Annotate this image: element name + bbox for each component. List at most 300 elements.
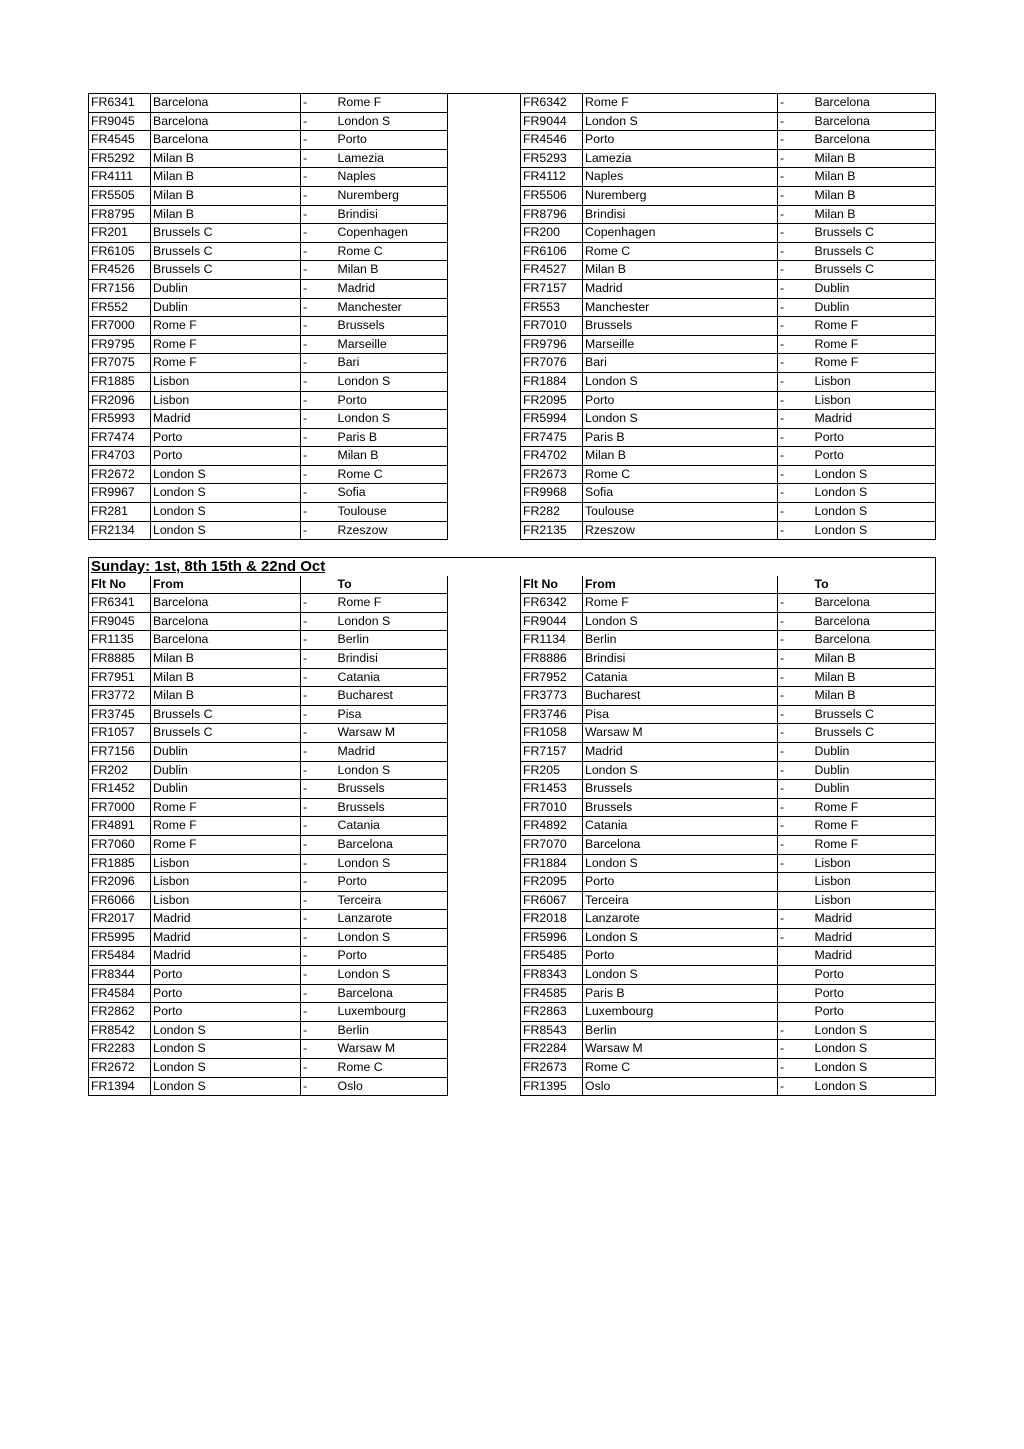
flight-number: FR202 xyxy=(89,761,151,780)
return-dash: - xyxy=(778,205,813,224)
origin: Milan B xyxy=(151,186,301,205)
flight-number: FR5993 xyxy=(89,410,151,429)
table-row xyxy=(89,503,936,522)
schedule-table-1-container xyxy=(88,93,935,540)
spacer xyxy=(448,335,521,354)
spacer xyxy=(448,186,521,205)
route-dash: - xyxy=(301,298,336,317)
return-dash: - xyxy=(778,428,813,447)
table-row xyxy=(89,947,936,966)
flight-number: FR8542 xyxy=(89,1021,151,1040)
route-dash: - xyxy=(301,817,336,836)
spacer xyxy=(448,780,521,799)
return-dash: - xyxy=(778,261,813,280)
return-origin: Rome F xyxy=(583,594,778,613)
header-spacer xyxy=(448,576,521,594)
destination: London S xyxy=(336,928,448,947)
return-dash: - xyxy=(778,149,813,168)
destination: Brussels xyxy=(336,317,448,336)
spacer xyxy=(448,503,521,522)
flight-number: FR2672 xyxy=(89,465,151,484)
return-origin: Luxembourg xyxy=(583,1003,778,1022)
destination: Catania xyxy=(336,817,448,836)
return-destination: London S xyxy=(813,1040,936,1059)
origin: Madrid xyxy=(151,410,301,429)
return-flight-number: FR7157 xyxy=(521,742,583,761)
flight-number: FR4545 xyxy=(89,131,151,150)
origin: Rome F xyxy=(151,354,301,373)
spacer xyxy=(448,668,521,687)
return-origin: Lanzarote xyxy=(583,910,778,929)
return-dash: - xyxy=(778,521,813,540)
return-dash: - xyxy=(778,705,813,724)
origin: Brussels C xyxy=(151,724,301,743)
return-flight-number: FR2673 xyxy=(521,1059,583,1078)
flight-number: FR3745 xyxy=(89,705,151,724)
return-dash: - xyxy=(778,1021,813,1040)
return-origin: Brindisi xyxy=(583,649,778,668)
table-row xyxy=(89,705,936,724)
spacer xyxy=(448,798,521,817)
destination: Berlin xyxy=(336,631,448,650)
destination: Berlin xyxy=(336,1021,448,1040)
table-row xyxy=(89,649,936,668)
return-dash xyxy=(778,984,813,1003)
destination: London S xyxy=(336,112,448,131)
route-dash: - xyxy=(301,910,336,929)
origin: Dublin xyxy=(151,761,301,780)
route-dash: - xyxy=(301,649,336,668)
return-origin: London S xyxy=(583,966,778,985)
origin: Madrid xyxy=(151,928,301,947)
origin: Milan B xyxy=(151,205,301,224)
table-row xyxy=(89,131,936,150)
return-destination: Barcelona xyxy=(813,131,936,150)
schedule-table-2 xyxy=(88,557,936,1096)
destination: Lamezia xyxy=(336,149,448,168)
route-dash: - xyxy=(301,761,336,780)
return-destination: Brussels C xyxy=(813,705,936,724)
route-dash: - xyxy=(301,1059,336,1078)
flight-number: FR2134 xyxy=(89,521,151,540)
return-flight-number: FR6342 xyxy=(521,94,583,113)
return-flight-number: FR9044 xyxy=(521,112,583,131)
route-dash: - xyxy=(301,205,336,224)
schedule-table-2-container xyxy=(88,557,935,1096)
route-dash: - xyxy=(301,612,336,631)
return-destination: Lisbon xyxy=(813,391,936,410)
return-origin: London S xyxy=(583,854,778,873)
return-origin: Brindisi xyxy=(583,205,778,224)
destination: Luxembourg xyxy=(336,1003,448,1022)
origin: London S xyxy=(151,1040,301,1059)
flight-number: FR7060 xyxy=(89,835,151,854)
flight-number: FR1885 xyxy=(89,372,151,391)
table-row xyxy=(89,298,936,317)
origin: Lisbon xyxy=(151,372,301,391)
return-destination: Milan B xyxy=(813,149,936,168)
return-destination: Milan B xyxy=(813,668,936,687)
spacer xyxy=(448,891,521,910)
return-flight-number: FR2018 xyxy=(521,910,583,929)
route-dash: - xyxy=(301,447,336,466)
destination: London S xyxy=(336,612,448,631)
spacer xyxy=(448,1021,521,1040)
origin: Brussels C xyxy=(151,242,301,261)
flight-number: FR5292 xyxy=(89,149,151,168)
spacer xyxy=(448,817,521,836)
destination: Porto xyxy=(336,131,448,150)
return-destination: Barcelona xyxy=(813,112,936,131)
return-destination: Lisbon xyxy=(813,854,936,873)
return-flight-number: FR553 xyxy=(521,298,583,317)
return-flight-number: FR9968 xyxy=(521,484,583,503)
route-dash: - xyxy=(301,1021,336,1040)
table-row xyxy=(89,484,936,503)
return-origin: Copenhagen xyxy=(583,224,778,243)
table-row xyxy=(89,112,936,131)
return-origin: Sofia xyxy=(583,484,778,503)
spacer xyxy=(448,205,521,224)
spacer xyxy=(448,242,521,261)
origin: Barcelona xyxy=(151,631,301,650)
destination: London S xyxy=(336,372,448,391)
return-flight-number: FR2284 xyxy=(521,1040,583,1059)
return-dash: - xyxy=(778,631,813,650)
destination: Rome C xyxy=(336,242,448,261)
flight-number: FR8344 xyxy=(89,966,151,985)
destination: Porto xyxy=(336,873,448,892)
origin: Dublin xyxy=(151,279,301,298)
flight-number: FR6341 xyxy=(89,94,151,113)
flight-number: FR7951 xyxy=(89,668,151,687)
return-flight-number: FR8543 xyxy=(521,1021,583,1040)
return-origin: Milan B xyxy=(583,447,778,466)
return-dash: - xyxy=(778,780,813,799)
origin: Milan B xyxy=(151,668,301,687)
flight-number: FR4111 xyxy=(89,168,151,187)
return-destination: Lisbon xyxy=(813,873,936,892)
return-destination: Porto xyxy=(813,1003,936,1022)
spacer xyxy=(448,910,521,929)
route-dash: - xyxy=(301,873,336,892)
return-flight-number: FR7076 xyxy=(521,354,583,373)
spacer xyxy=(448,428,521,447)
return-destination: Madrid xyxy=(813,928,936,947)
return-destination: Rome F xyxy=(813,354,936,373)
flight-number: FR4584 xyxy=(89,984,151,1003)
destination: Oslo xyxy=(336,1077,448,1096)
flight-number: FR2096 xyxy=(89,873,151,892)
return-origin: Porto xyxy=(583,391,778,410)
flight-number: FR9967 xyxy=(89,484,151,503)
route-dash: - xyxy=(301,94,336,113)
destination: Catania xyxy=(336,668,448,687)
flight-number: FR7474 xyxy=(89,428,151,447)
spacer xyxy=(448,761,521,780)
spacer xyxy=(448,928,521,947)
route-dash: - xyxy=(301,372,336,391)
return-destination: Barcelona xyxy=(813,94,936,113)
return-dash: - xyxy=(778,372,813,391)
return-origin: Catania xyxy=(583,668,778,687)
destination: Toulouse xyxy=(336,503,448,522)
return-dash: - xyxy=(778,317,813,336)
table-row xyxy=(89,317,936,336)
table-row xyxy=(89,1021,936,1040)
return-dash: - xyxy=(778,928,813,947)
return-flight-number: FR1884 xyxy=(521,854,583,873)
header-to: To xyxy=(336,576,448,594)
return-dash: - xyxy=(778,1040,813,1059)
origin: Rome F xyxy=(151,317,301,336)
return-flight-number: FR1134 xyxy=(521,631,583,650)
origin: Rome F xyxy=(151,817,301,836)
table-row xyxy=(89,1003,936,1022)
route-dash: - xyxy=(301,798,336,817)
return-flight-number: FR1395 xyxy=(521,1077,583,1096)
flight-number: FR8885 xyxy=(89,649,151,668)
origin: London S xyxy=(151,503,301,522)
route-dash: - xyxy=(301,261,336,280)
flight-number: FR7000 xyxy=(89,798,151,817)
return-flight-number: FR200 xyxy=(521,224,583,243)
origin: Brussels C xyxy=(151,705,301,724)
return-flight-number: FR5994 xyxy=(521,410,583,429)
spacer xyxy=(448,705,521,724)
spacer xyxy=(448,279,521,298)
route-dash: - xyxy=(301,521,336,540)
destination: Rome C xyxy=(336,1059,448,1078)
return-dash xyxy=(778,966,813,985)
origin: Dublin xyxy=(151,742,301,761)
origin: Milan B xyxy=(151,687,301,706)
origin: Lisbon xyxy=(151,891,301,910)
return-destination: London S xyxy=(813,1077,936,1096)
table-row xyxy=(89,631,936,650)
origin: London S xyxy=(151,1077,301,1096)
spacer xyxy=(448,1077,521,1096)
destination: Porto xyxy=(336,947,448,966)
table-row xyxy=(89,205,936,224)
return-flight-number: FR2095 xyxy=(521,873,583,892)
spacer xyxy=(448,594,521,613)
flight-number: FR3772 xyxy=(89,687,151,706)
table-row xyxy=(89,94,936,113)
table-row xyxy=(89,742,936,761)
return-origin: Paris B xyxy=(583,428,778,447)
spacer xyxy=(448,261,521,280)
table-row xyxy=(89,428,936,447)
origin: Brussels C xyxy=(151,261,301,280)
return-origin: Rome C xyxy=(583,1059,778,1078)
flight-number: FR2672 xyxy=(89,1059,151,1078)
spacer xyxy=(448,317,521,336)
return-destination: Milan B xyxy=(813,205,936,224)
origin: Rome F xyxy=(151,835,301,854)
return-origin: Terceira xyxy=(583,891,778,910)
return-flight-number: FR8796 xyxy=(521,205,583,224)
destination: Manchester xyxy=(336,298,448,317)
route-dash: - xyxy=(301,503,336,522)
route-dash: - xyxy=(301,668,336,687)
return-destination: Brussels C xyxy=(813,242,936,261)
table-row xyxy=(89,594,936,613)
table-row xyxy=(89,835,936,854)
route-dash: - xyxy=(301,687,336,706)
destination: London S xyxy=(336,761,448,780)
spacer xyxy=(448,854,521,873)
return-origin: Pisa xyxy=(583,705,778,724)
return-destination: Brussels C xyxy=(813,724,936,743)
return-flight-number: FR4585 xyxy=(521,984,583,1003)
table-row xyxy=(89,687,936,706)
return-dash: - xyxy=(778,112,813,131)
return-dash: - xyxy=(778,298,813,317)
return-origin: Nuremberg xyxy=(583,186,778,205)
return-flight-number: FR6106 xyxy=(521,242,583,261)
return-flight-number: FR1453 xyxy=(521,780,583,799)
destination: Nuremberg xyxy=(336,186,448,205)
flight-number: FR4891 xyxy=(89,817,151,836)
route-dash: - xyxy=(301,149,336,168)
return-origin: Rome F xyxy=(583,94,778,113)
route-dash: - xyxy=(301,410,336,429)
return-destination: Milan B xyxy=(813,168,936,187)
return-destination: Rome F xyxy=(813,835,936,854)
origin: Porto xyxy=(151,447,301,466)
spacer xyxy=(448,168,521,187)
header-return-dash xyxy=(778,576,813,594)
return-flight-number: FR1058 xyxy=(521,724,583,743)
return-origin: Madrid xyxy=(583,742,778,761)
route-dash: - xyxy=(301,928,336,947)
return-destination: London S xyxy=(813,503,936,522)
table-row xyxy=(89,447,936,466)
table-row xyxy=(89,854,936,873)
route-dash: - xyxy=(301,947,336,966)
header-flt-no: Flt No xyxy=(89,576,151,594)
return-flight-number: FR2673 xyxy=(521,465,583,484)
return-destination: Lisbon xyxy=(813,372,936,391)
spacer xyxy=(448,410,521,429)
destination: Madrid xyxy=(336,279,448,298)
destination: Terceira xyxy=(336,891,448,910)
return-origin: Rome C xyxy=(583,242,778,261)
flight-number: FR7075 xyxy=(89,354,151,373)
table-row xyxy=(89,761,936,780)
route-dash: - xyxy=(301,984,336,1003)
return-origin: Madrid xyxy=(583,279,778,298)
return-destination: Dublin xyxy=(813,742,936,761)
return-flight-number: FR4527 xyxy=(521,261,583,280)
spacer xyxy=(448,873,521,892)
table-row xyxy=(89,279,936,298)
table-row xyxy=(89,928,936,947)
flight-number: FR1452 xyxy=(89,780,151,799)
route-dash: - xyxy=(301,317,336,336)
section-title-row xyxy=(89,558,936,576)
return-origin: Brussels xyxy=(583,798,778,817)
table-row xyxy=(89,335,936,354)
origin: Brussels C xyxy=(151,224,301,243)
return-dash: - xyxy=(778,1059,813,1078)
flight-number: FR1885 xyxy=(89,854,151,873)
return-flight-number: FR205 xyxy=(521,761,583,780)
return-dash: - xyxy=(778,465,813,484)
return-destination: London S xyxy=(813,521,936,540)
table-row xyxy=(89,1040,936,1059)
flight-number: FR1135 xyxy=(89,631,151,650)
return-origin: Paris B xyxy=(583,984,778,1003)
table-row xyxy=(89,465,936,484)
destination: Barcelona xyxy=(336,984,448,1003)
return-origin: Bucharest xyxy=(583,687,778,706)
route-dash: - xyxy=(301,242,336,261)
destination: London S xyxy=(336,854,448,873)
destination: Barcelona xyxy=(336,835,448,854)
return-flight-number: FR7157 xyxy=(521,279,583,298)
flight-number: FR6066 xyxy=(89,891,151,910)
flight-number: FR9045 xyxy=(89,612,151,631)
return-destination: Barcelona xyxy=(813,612,936,631)
route-dash: - xyxy=(301,335,336,354)
table-row xyxy=(89,724,936,743)
return-dash: - xyxy=(778,447,813,466)
route-dash: - xyxy=(301,724,336,743)
origin: Barcelona xyxy=(151,131,301,150)
return-origin: Berlin xyxy=(583,631,778,650)
flight-number: FR4526 xyxy=(89,261,151,280)
return-destination: Rome F xyxy=(813,317,936,336)
return-destination: London S xyxy=(813,484,936,503)
spacer xyxy=(448,521,521,540)
spacer xyxy=(448,1059,521,1078)
return-destination: Brussels C xyxy=(813,261,936,280)
origin: London S xyxy=(151,465,301,484)
destination: Rzeszow xyxy=(336,521,448,540)
return-dash: - xyxy=(778,612,813,631)
route-dash: - xyxy=(301,835,336,854)
flight-number: FR281 xyxy=(89,503,151,522)
flight-number: FR4703 xyxy=(89,447,151,466)
section-title: Sunday: 1st, 8th 15th & 22nd Oct xyxy=(89,558,936,576)
flight-number: FR9795 xyxy=(89,335,151,354)
origin: Porto xyxy=(151,428,301,447)
spacer xyxy=(448,724,521,743)
origin: Rome F xyxy=(151,335,301,354)
destination: London S xyxy=(336,410,448,429)
return-destination: Madrid xyxy=(813,410,936,429)
destination: Sofia xyxy=(336,484,448,503)
return-dash: - xyxy=(778,168,813,187)
flight-number: FR5505 xyxy=(89,186,151,205)
return-destination: Milan B xyxy=(813,687,936,706)
return-dash: - xyxy=(778,186,813,205)
return-origin: London S xyxy=(583,112,778,131)
return-flight-number: FR2863 xyxy=(521,1003,583,1022)
spacer xyxy=(448,372,521,391)
origin: Lisbon xyxy=(151,873,301,892)
return-destination: Madrid xyxy=(813,947,936,966)
destination: Brindisi xyxy=(336,649,448,668)
return-dash: - xyxy=(778,503,813,522)
return-dash: - xyxy=(778,94,813,113)
return-dash: - xyxy=(778,1077,813,1096)
schedule-table-2-body xyxy=(89,558,936,1096)
origin: Barcelona xyxy=(151,594,301,613)
route-dash: - xyxy=(301,224,336,243)
